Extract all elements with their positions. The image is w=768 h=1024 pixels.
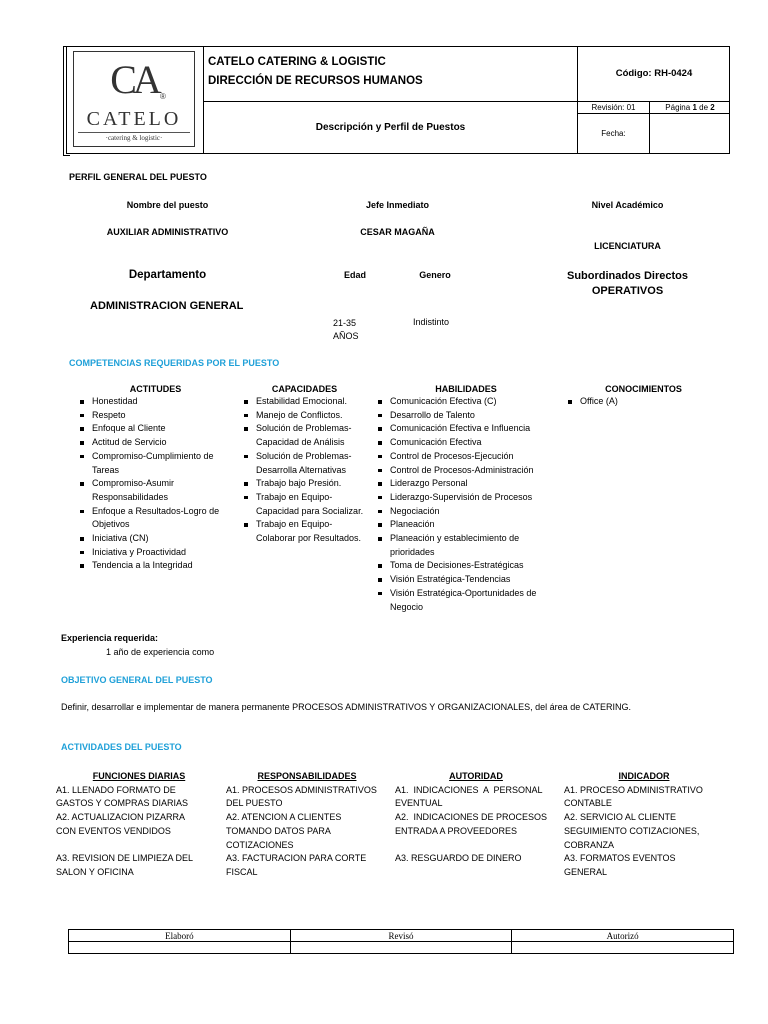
activity-line: COBRANZA: [564, 839, 615, 850]
conocimientos-column: [566, 384, 721, 409]
list-item: Compromiso-Asumir Responsabilidades: [78, 477, 233, 504]
departamento-value: ADMINISTRACION GENERAL: [90, 300, 244, 312]
activity-line: A3. RESGUARDO DE DINERO: [395, 853, 522, 864]
list-item: Tendencia a la Integridad: [78, 559, 233, 573]
elaboro-header: Elaboró: [69, 930, 291, 942]
autorizo-header: Autorizó: [512, 930, 734, 942]
list-item: Comunicación Efectiva (C): [376, 395, 556, 409]
activity-line: [395, 839, 557, 853]
nombre-puesto-label: Nombre del puesto: [126, 200, 209, 210]
genero-value: Indistinto: [413, 317, 450, 327]
list-item: Honestidad: [78, 395, 233, 409]
edad-label: Edad: [343, 270, 366, 280]
jefe-inmediato-label: Jefe Inmediato: [365, 200, 430, 210]
list-item: Trabajo en Equipo-Colaborar por Resultados.: [242, 518, 367, 545]
jefe-inmediato-value: CESAR MAGAÑA: [360, 227, 435, 237]
catelo-logo: [73, 51, 195, 147]
document-code: Código: RH-0424: [615, 68, 693, 79]
actitudes-list: [78, 395, 233, 573]
activity-line: A3. FACTURACION PARA CORTE: [226, 853, 367, 864]
list-item: Trabajo bajo Presión.: [242, 477, 367, 491]
perfil-section-title: PERFIL GENERAL DEL PUESTO: [69, 172, 207, 182]
indicador-title: INDICADOR: [618, 771, 670, 781]
list-item: Visión Estratégica-Oportunidades de Negocio: [376, 587, 556, 614]
list-item: Visión Estratégica-Tendencias: [376, 573, 556, 587]
document-header: [66, 46, 730, 154]
list-item: Control de Procesos-Administración: [376, 464, 556, 478]
activity-line: A1. PROCESOS ADMINISTRATIVOS: [226, 784, 377, 795]
habilidades-title: HABILIDADES: [435, 384, 497, 394]
activity-line: TOMANDO DATOS PARA: [226, 825, 331, 836]
list-item: Estabilidad Emocional.: [242, 395, 367, 409]
actividades-section-title: ACTIVIDADES DEL PUESTO: [61, 742, 182, 752]
capacidades-column: [242, 384, 367, 546]
objetivo-section-title: OBJETIVO GENERAL DEL PUESTO: [61, 675, 213, 685]
activity-line: EVENTUAL: [395, 798, 443, 809]
list-item: Solución de Problemas-Desarrolla Alternativas: [242, 450, 367, 477]
activity-line: [56, 839, 222, 853]
edad-value: [333, 317, 359, 343]
experiencia-value: 1 año de experiencia como: [106, 647, 215, 657]
list-item: Iniciativa y Proactividad: [78, 546, 233, 560]
doc-title-cell: [203, 102, 578, 153]
activity-line: SEGUIMIENTO COTIZACIONES,: [564, 825, 700, 836]
activity-line: A2. SERVICIO AL CLIENTE: [564, 812, 677, 823]
subordinados-label: Subordinados Directos: [566, 270, 689, 282]
elaboro-signature: [69, 942, 291, 954]
list-item: Trabajo en Equipo-Capacidad para Socializar.: [242, 491, 367, 518]
objetivo-text: Definir, desarrollar e implementar de manera permanente PROCESOS ADMINISTRATIVOS Y ORGANIZACIONALES, del área de CATERING.: [61, 702, 632, 712]
habilidades-column: [376, 384, 556, 614]
experiencia-label: Experiencia requerida:: [61, 633, 159, 643]
autorizo-signature: [512, 942, 734, 954]
reviso-header: Revisó: [290, 930, 512, 942]
activity-line: COTIZACIONES: [226, 839, 294, 850]
activity-line: A2. ATENCION A CLIENTES: [226, 812, 342, 823]
activity-line: A1. PROCESO ADMINISTRATIVO: [564, 784, 703, 795]
activity-line: DEL PUESTO: [226, 798, 283, 809]
activity-line: CONTABLE: [564, 798, 612, 809]
activity-line: A2. INDICACIONES DE PROCESOS: [395, 812, 548, 823]
reviso-signature: [290, 942, 512, 954]
capacidades-title: CAPACIDADES: [271, 384, 338, 394]
actitudes-title: ACTITUDES: [129, 384, 182, 394]
activity-line: GASTOS Y COMPRAS DIARIAS: [56, 798, 189, 809]
nivel-academico-value: LICENCIATURA: [594, 241, 661, 251]
list-item: Actitud de Servicio: [78, 436, 233, 450]
activity-line: SALON Y OFICINA: [56, 866, 134, 877]
department-name: DIRECCIÓN DE RECURSOS HUMANOS: [208, 75, 423, 87]
logo-cell: [67, 47, 204, 153]
page-current: 1: [692, 103, 697, 112]
responsabilidades-column: [226, 770, 388, 880]
logo-registered: ®: [160, 92, 166, 101]
activity-line: CON EVENTOS VENDIDOS: [56, 825, 171, 836]
activity-line: A3. REVISION DE LIMPIEZA DEL: [56, 853, 194, 864]
genero-label: Genero: [419, 270, 451, 280]
indicador-column: [564, 770, 724, 880]
revision: Revisión: 01: [578, 102, 650, 114]
code-cell: [578, 47, 730, 102]
capacidades-list: [242, 395, 367, 546]
competencias-section-title: COMPETENCIAS REQUERIDAS POR EL PUESTO: [69, 358, 280, 368]
actitudes-column: [78, 384, 233, 573]
page-number: [650, 102, 730, 114]
list-item: Control de Procesos-Ejecución: [376, 450, 556, 464]
funciones-diarias-column: [56, 770, 222, 880]
list-item: Compromiso-Cumplimiento de Tareas: [78, 450, 233, 477]
list-item: Iniciativa (CN): [78, 532, 233, 546]
list-item: Liderazgo Personal: [376, 477, 556, 491]
list-item: Toma de Decisiones-Estratégicas: [376, 559, 556, 573]
logo-tagline: ·catering & logistic·: [78, 132, 190, 142]
logo-brand: CATELO: [86, 108, 182, 130]
conocimientos-title: CONOCIMIENTOS: [605, 384, 682, 394]
fecha-label: Fecha:: [578, 114, 650, 153]
autoridad-title: AUTORIDAD: [449, 771, 503, 781]
list-item: Office (A): [566, 395, 721, 409]
title-cell: [203, 47, 578, 102]
list-item: Planeación y establecimiento de prioridades: [376, 532, 556, 559]
departamento-label: Departamento: [128, 269, 207, 281]
autoridad-column: [395, 770, 557, 866]
nombre-puesto-value: AUXILIAR ADMINISTRATIVO: [106, 227, 229, 237]
logo-mark: CA: [110, 57, 158, 102]
list-item: Enfoque al Cliente: [78, 422, 233, 436]
list-item: Planeación: [376, 518, 556, 532]
page-total: 2: [710, 103, 715, 112]
list-item: Desarrollo de Talento: [376, 409, 556, 423]
activity-line: A3. FORMATOS EVENTOS: [564, 853, 676, 864]
page-prefix: Página: [665, 103, 693, 112]
signature-table: [68, 929, 734, 954]
habilidades-list: [376, 395, 556, 614]
activity-line: A2. ACTUALIZACION PIZARRA: [56, 812, 186, 823]
responsabilidades-title: RESPONSABILIDADES: [257, 771, 357, 781]
list-item: Negociación: [376, 505, 556, 519]
list-item: Comunicación Efectiva: [376, 436, 556, 450]
funciones-diarias-title: FUNCIONES DIARIAS: [92, 771, 186, 781]
activity-line: ENTRADA A PROVEEDORES: [395, 825, 518, 836]
activity-line: A1. LLENADO FORMATO DE: [56, 784, 176, 795]
signature-header-row: [69, 930, 734, 942]
subordinados: [540, 269, 715, 299]
conocimientos-list: [566, 395, 721, 409]
edad-unit: AÑOS: [333, 331, 359, 341]
list-item: Solución de Problemas-Capacidad de Análisis: [242, 422, 367, 449]
company-name: CATELO CATERING & LOGISTIC: [208, 56, 386, 68]
edad-range: 21-35: [333, 318, 357, 328]
list-item: Liderazgo-Supervisión de Procesos: [376, 491, 556, 505]
subordinados-value: OPERATIVOS: [591, 285, 664, 297]
signature-row: [69, 942, 734, 954]
fecha-value-cell: [650, 114, 730, 153]
nivel-academico-label: Nivel Académico: [591, 200, 664, 210]
activity-line: A1. INDICACIONES A PERSONAL: [395, 784, 543, 795]
document-title: Descripción y Perfil de Puestos: [315, 122, 466, 133]
list-item: Enfoque a Resultados-Logro de Objetivos: [78, 505, 233, 532]
list-item: Comunicación Efectiva e Influencia: [376, 422, 556, 436]
list-item: Manejo de Conflictos.: [242, 409, 367, 423]
activity-line: FISCAL: [226, 866, 258, 877]
activity-line: GENERAL: [564, 866, 608, 877]
page-of: de: [696, 103, 711, 112]
list-item: Respeto: [78, 409, 233, 423]
